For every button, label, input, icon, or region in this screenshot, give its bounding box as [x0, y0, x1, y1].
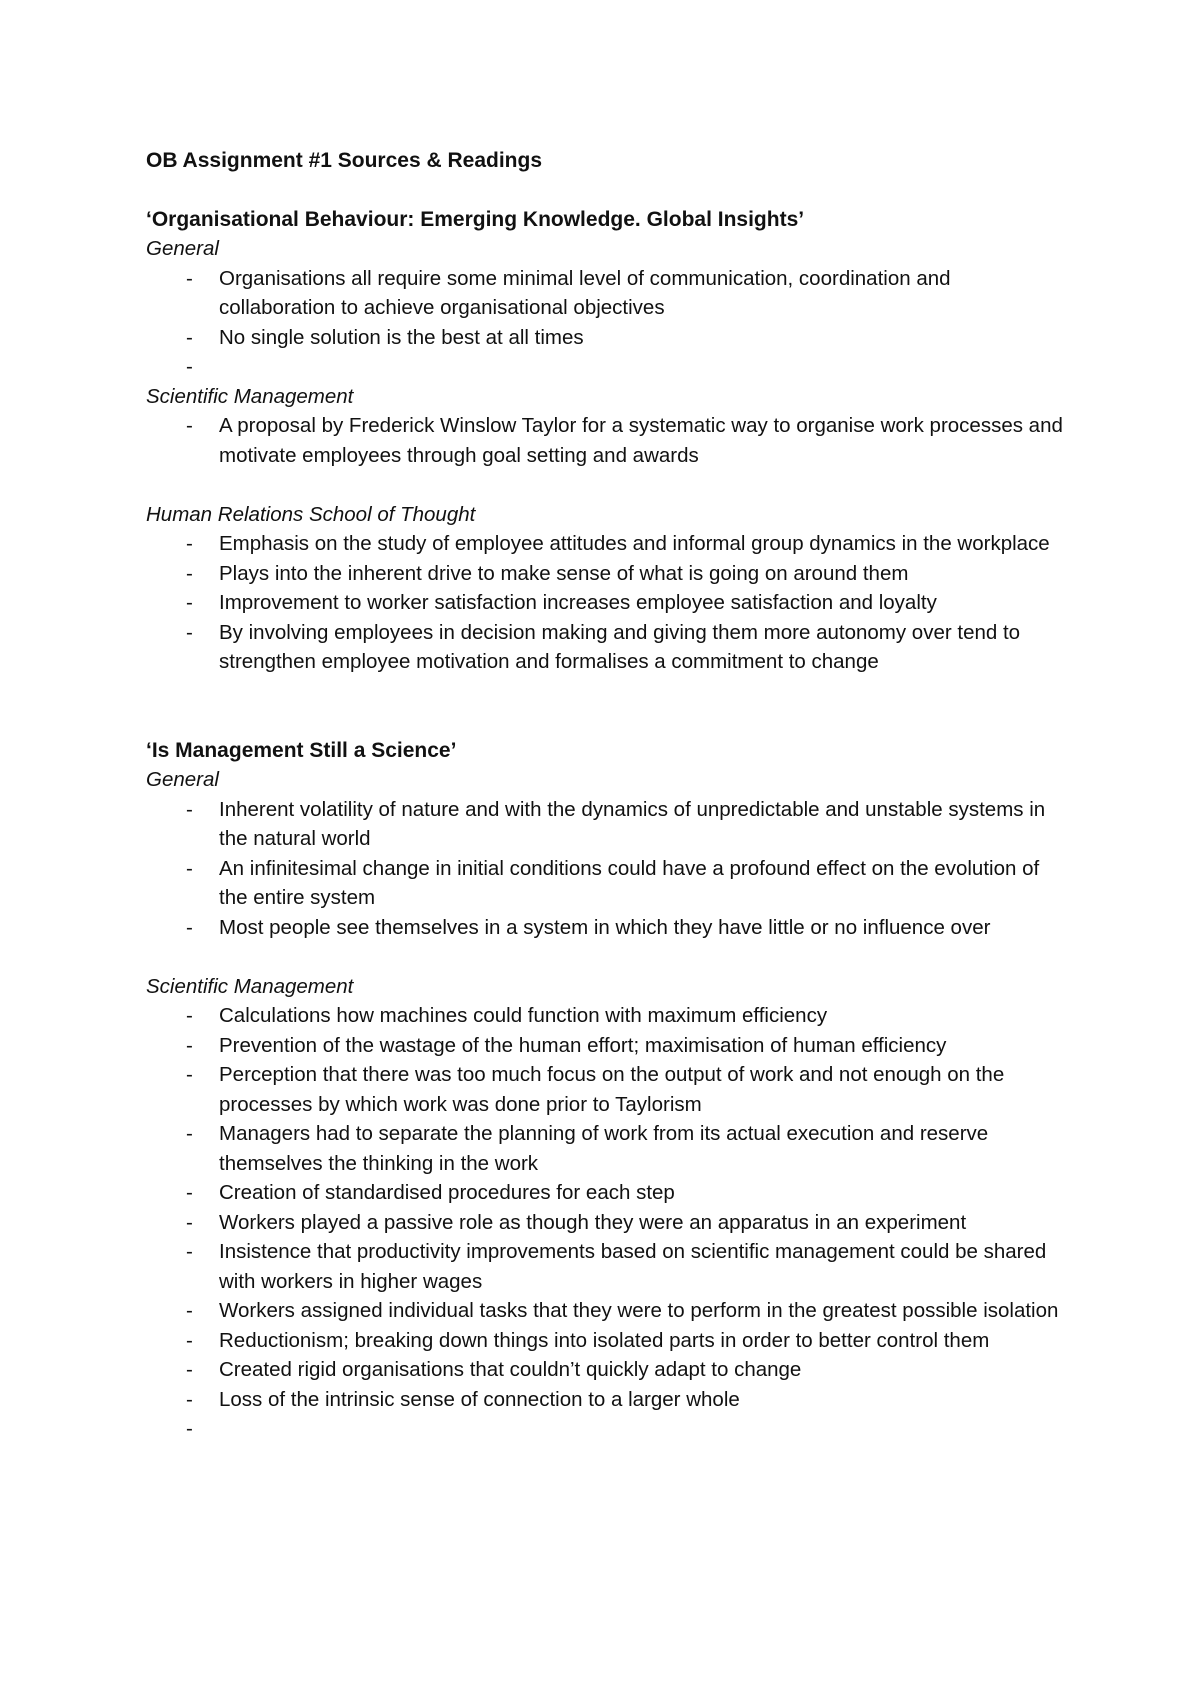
section-label-general: General: [146, 237, 219, 260]
list-item: - Inherent volatility of nature and with the dynamics of unpredictable and unstable systems in the natural world: [146, 795, 1066, 854]
document-title: OB Assignment #1 Sources & Readings: [146, 149, 542, 172]
bullet-list: [146, 264, 1066, 382]
spacer: [146, 942, 1066, 972]
spacer: [146, 677, 1066, 736]
list-item: - Calculations how machines could function with maximum efficiency: [146, 1001, 1066, 1031]
list-item: - Perception that there was too much focus on the output of work and not enough on the processes by which work was done prior to Taylorism: [146, 1060, 1066, 1119]
list-item: - Workers assigned individual tasks that they were to perform in the greatest possible isolation: [146, 1296, 1066, 1326]
section-label-scientific-management: Scientific Management: [146, 384, 354, 408]
list-item: - A proposal by Frederick Winslow Taylor for a systematic way to organise work processes and motivate employees through goal setting and awards: [146, 411, 1066, 470]
reading-1: [146, 205, 1066, 677]
reading-title: ‘Organisational Behaviour: Emerging Knowledge. Global Insights’: [146, 207, 805, 231]
list-item: - Reductionism; breaking down things into isolated parts in order to better control them: [146, 1326, 1066, 1356]
list-item: - Managers had to separate the planning of work from its actual execution and reserve themselves the thinking in the work: [146, 1119, 1066, 1178]
list-item: - Improvement to worker satisfaction increases employee satisfaction and loyalty: [146, 588, 1066, 618]
section-label-human-relations: Human Relations School of Thought: [146, 502, 476, 526]
list-item: - Organisations all require some minimal level of communication, coordination and collaboration to achieve organisational objectives: [146, 264, 1066, 323]
document-body: [146, 146, 1066, 1444]
list-item: - Creation of standardised procedures for each step: [146, 1178, 1066, 1208]
spacer: [146, 470, 1066, 500]
bullet-list: [146, 1001, 1066, 1444]
list-item: - Emphasis on the study of employee attitudes and informal group dynamics in the workplace: [146, 529, 1066, 559]
list-item: - Prevention of the wastage of the human effort; maximisation of human efficiency: [146, 1031, 1066, 1061]
list-item: - Created rigid organisations that couldn’t quickly adapt to change: [146, 1355, 1066, 1385]
list-item-empty: [146, 1414, 1066, 1444]
bullet-list: [146, 529, 1066, 677]
list-item: - No single solution is the best at all times: [146, 323, 1066, 353]
list-item: - Most people see themselves in a system in which they have little or no influence over: [146, 913, 1066, 943]
bullet-list: [146, 795, 1066, 943]
reading-2: [146, 736, 1066, 1444]
reading-title: ‘Is Management Still a Science’: [146, 738, 457, 762]
list-item: - By involving employees in decision making and giving them more autonomy over tend to strengthen employee motivation and formalises a commitment to change: [146, 618, 1066, 677]
section-label-general: General: [146, 768, 219, 791]
list-item: - Loss of the intrinsic sense of connection to a larger whole: [146, 1385, 1066, 1415]
list-item: - Plays into the inherent drive to make sense of what is going on around them: [146, 559, 1066, 589]
list-item: - Insistence that productivity improvements based on scientific management could be shared with workers in higher wages: [146, 1237, 1066, 1296]
list-item: - Workers played a passive role as though they were an apparatus in an experiment: [146, 1208, 1066, 1238]
section-label-scientific-management: Scientific Management: [146, 974, 354, 998]
bullet-list: [146, 411, 1066, 470]
list-item: - An infinitesimal change in initial conditions could have a profound effect on the evolution of the entire system: [146, 854, 1066, 913]
list-item-empty: [146, 352, 1066, 382]
